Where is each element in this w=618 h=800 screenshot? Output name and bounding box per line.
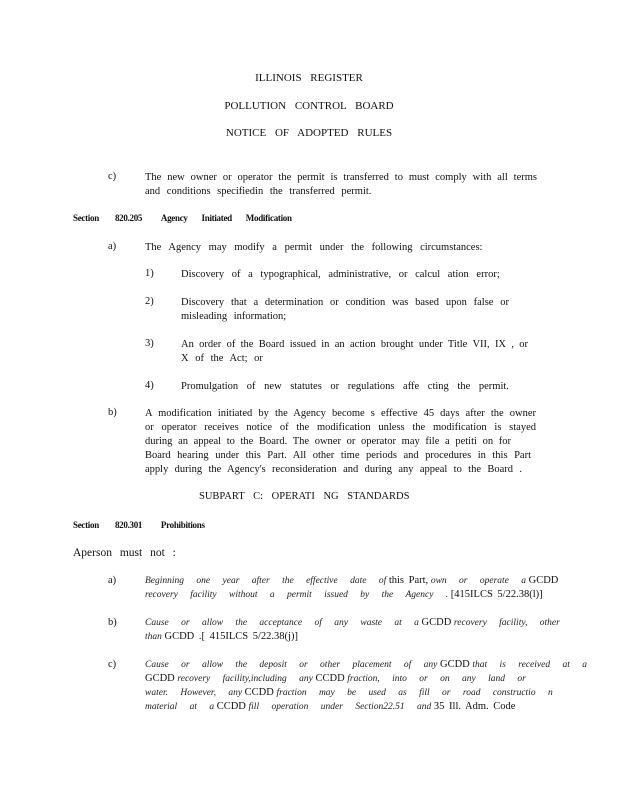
prohibition-c-l1-normal: GCDD <box>440 659 470 670</box>
header-line-3: NOTICE OF ADOPTED RULES <box>225 127 393 139</box>
sub-2-line-2: misleading information; <box>181 311 287 322</box>
section-number: 820.205 <box>114 213 143 223</box>
intro-text: Aperson must not : <box>73 547 176 559</box>
item-c-label: c) <box>108 171 117 182</box>
section-word: Section <box>73 520 99 530</box>
sub-1-label: 1) <box>145 268 154 279</box>
prohibition-a-l2-citation: [415ILCS 5/22.38(l)] <box>450 589 543 600</box>
prohibition-b-line-1 <box>145 616 560 630</box>
prohibition-a-l1-normal: this Part, <box>388 575 429 586</box>
prohibition-c-l4-italic-2: fill operation under Section22.51 and <box>248 702 432 712</box>
item-b-line-2: or operator receives notice of the modification unless the modification is stayed <box>145 422 536 433</box>
section-205-heading <box>73 213 292 223</box>
prohibition-c-l4-normal-2: 35 Ill. Adm. Code <box>433 701 516 712</box>
sub-4-label: 4) <box>145 380 154 391</box>
item-b-line-5: apply during the Agency's reconsideration and during any appeal to the Board . <box>145 464 522 475</box>
item-c-line-2: and conditions specifiedin the transferred permit. <box>145 186 372 197</box>
item-b-line-4: Board hearing under this Part. All other time periods and procedures in this Part <box>145 450 531 461</box>
section-301-heading <box>73 520 205 530</box>
sub-4-line-1: Promulgation of new statutes or regulations affe cting the permit. <box>181 381 509 392</box>
section-word: Section <box>73 213 99 223</box>
prohibition-a-l2-italic: recovery facility without a permit issued by the Agency . <box>145 590 449 600</box>
prohibition-c-l2-normal-2: CCDD <box>315 673 345 684</box>
sub-2-label: 2) <box>145 296 154 307</box>
prohibition-c-l2-normal: GCDD <box>145 673 175 684</box>
prohibition-b-line-2 <box>145 630 298 644</box>
prohibition-c-l2-italic-2: fraction, into or on any land or <box>347 674 526 684</box>
subpart-heading: SUBPART C: OPERATI NG STANDARDS <box>199 491 410 502</box>
prohibition-b-l1-italic: Cause or allow the acceptance of any waste at a <box>145 618 419 628</box>
section-title: Agency Initiated Modification <box>160 213 292 223</box>
item-b-label: b) <box>108 407 117 418</box>
prohibition-c-label: c) <box>108 659 117 670</box>
prohibition-a-line-1 <box>145 574 558 588</box>
sub-3-line-2: X of the Act; or <box>181 353 263 364</box>
item-a-text: The Agency may modify a permit under the following circumstances: <box>145 242 483 253</box>
sub-1-line-1: Discovery of a typographical, administrative, or calcul ation error; <box>181 269 500 280</box>
prohibition-c-l4-normal: CCDD <box>216 701 246 712</box>
sub-3-line-1: An order of the Board issued in an action brought under Title VII, IX , or <box>181 339 528 350</box>
prohibition-c-l1-italic: Cause or allow the deposit or other placement of any <box>145 660 438 670</box>
prohibition-c-line-2 <box>145 672 526 686</box>
prohibition-c-l4-italic: material at a <box>145 702 215 712</box>
prohibition-a-l1-italic-2: own or operate a <box>430 576 526 586</box>
item-a-label: a) <box>108 241 117 252</box>
prohibition-b-l1-normal: GCDD <box>421 617 452 628</box>
prohibition-b-l1-italic-2: recovery facility, other <box>453 618 560 628</box>
prohibition-c-line-4 <box>145 700 515 714</box>
prohibition-c-l2-italic: recovery facility,including any <box>177 674 313 684</box>
item-b-line-3: during an appeal to the Board. The owner or operator may file a petiti on for <box>145 436 511 447</box>
item-b-line-1: A modification initiated by the Agency become s effective 45 days after the owner <box>145 408 536 419</box>
prohibition-c-l3-italic: water. However, any <box>145 688 243 698</box>
header-line-2: POLLUTION CONTROL BOARD <box>224 100 394 112</box>
prohibition-c-line-3 <box>145 686 553 700</box>
prohibition-a-label: a) <box>108 575 117 586</box>
prohibition-b-label: b) <box>108 617 117 628</box>
prohibition-c-l3-normal: CCDD <box>244 687 274 698</box>
item-c-line-1: The new owner or operator the permit is transferred to must comply with all terms <box>145 172 537 183</box>
prohibition-a-line-2 <box>145 588 543 602</box>
section-number: 820.301 <box>114 520 143 530</box>
prohibition-b-l2-citation: GCDD .[ 415ILCS 5/22.38(j)] <box>164 631 298 642</box>
sub-3-label: 3) <box>145 338 154 349</box>
prohibition-a-l1-normal-2: GCDD <box>528 575 559 586</box>
prohibition-c-line-1 <box>145 658 587 672</box>
prohibition-b-l2-italic: than <box>145 632 162 642</box>
prohibition-c-l3-italic-2: fraction may be used as fill or road constructio n <box>276 688 553 698</box>
prohibition-a-l1-italic: Beginning one year after the effective date of <box>145 576 387 586</box>
section-title: Prohibitions <box>160 520 205 530</box>
sub-2-line-1: Discovery that a determination or condition was based upon false or <box>181 297 509 308</box>
header-line-1: ILLINOIS REGISTER <box>255 72 363 84</box>
prohibition-c-l1-italic-2: that is received at a <box>472 660 587 670</box>
